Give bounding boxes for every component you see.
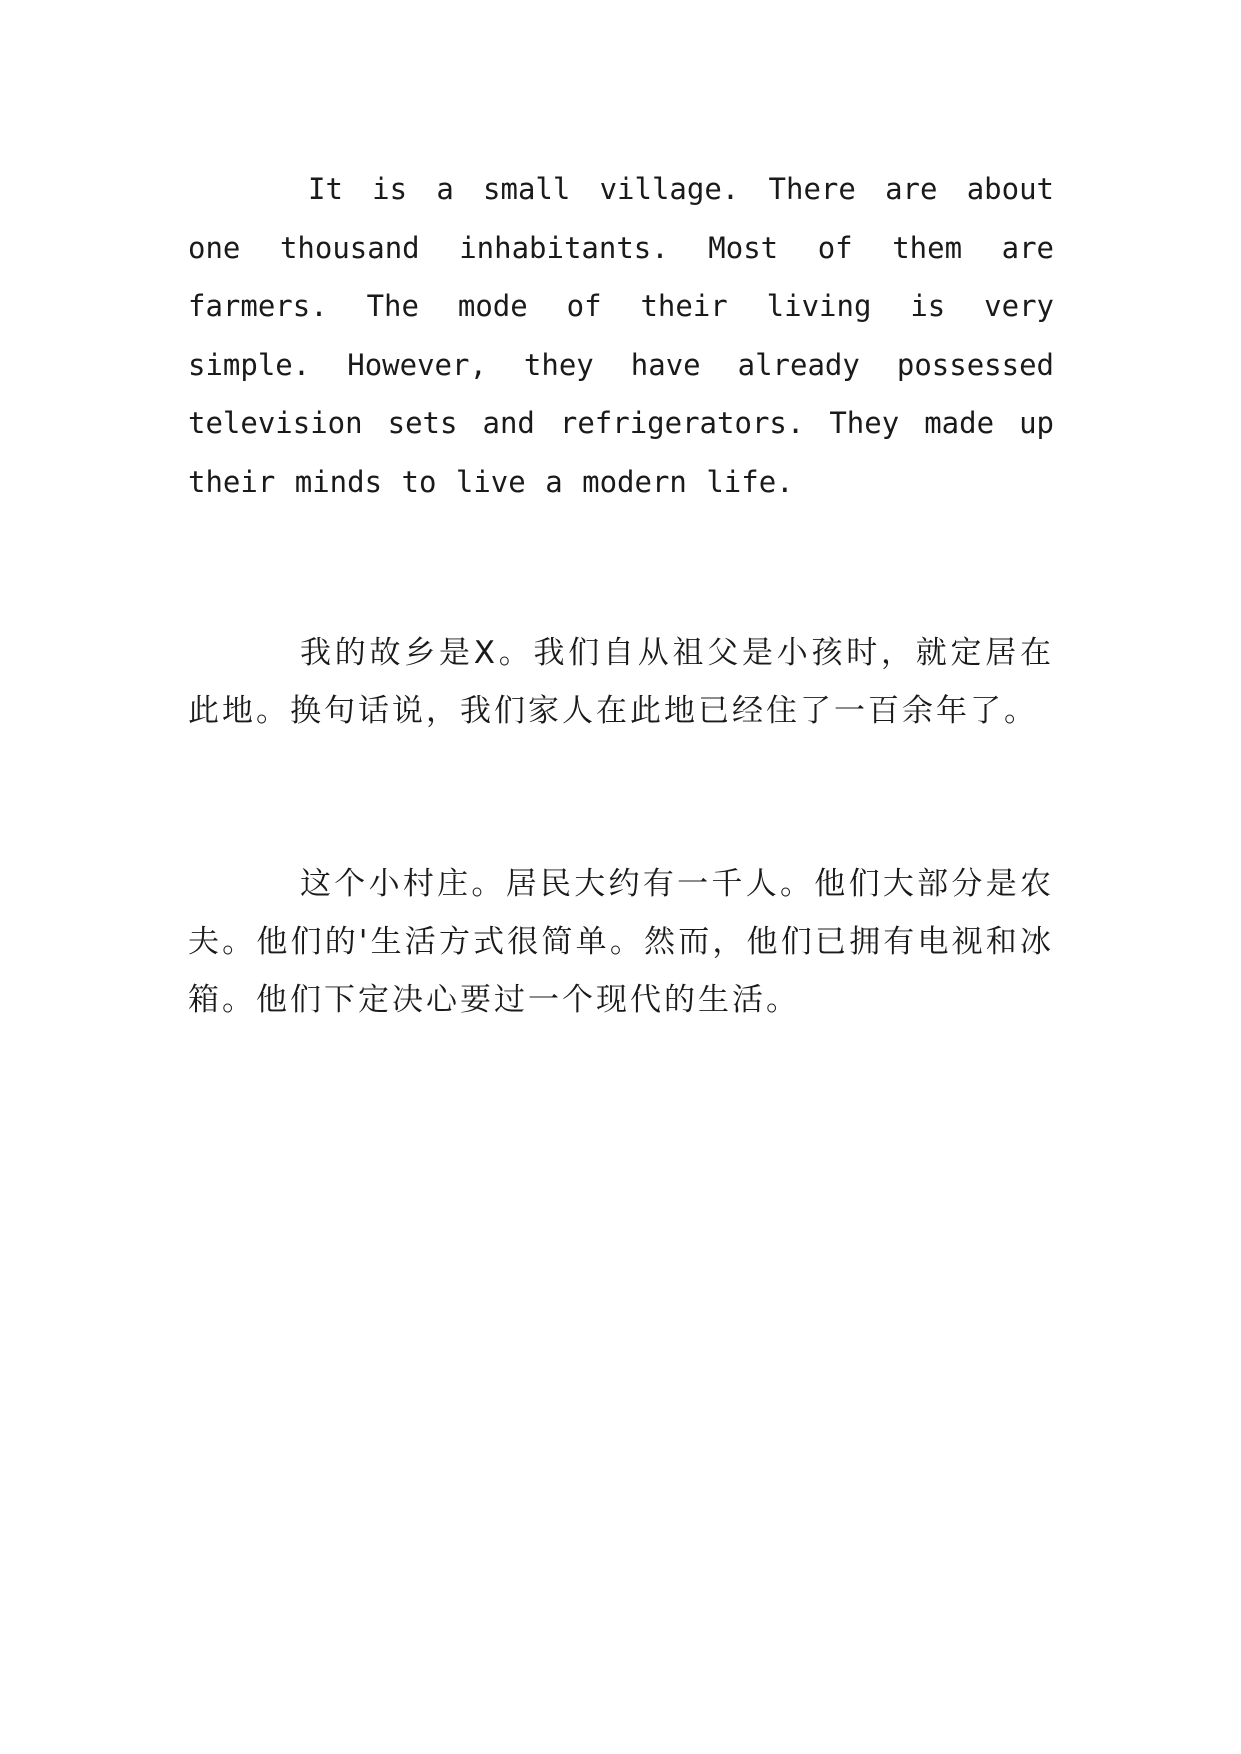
paragraph-chinese-village: 这个小村庄。居民大约有一千人。他们大部分是农夫。他们的'生活方式很简单。然而，他们已拥有电视和冰箱。他们下定决心要过一个现代的生活。	[188, 866, 1054, 1018]
paragraph-chinese-hometown: 我的故乡是X。我们自从祖父是小孩时，就定居在此地。换句话说，我们家人在此地已经住了一百余年了。	[188, 635, 1054, 729]
paragraph-english-village: It is a small village. There are about one thousand inhabitants. Most of them are farmers. The mode of their living is very simple. However, they have already possessed television sets and refrigerators. They made up their minds to live a modern life.	[188, 172, 1054, 499]
